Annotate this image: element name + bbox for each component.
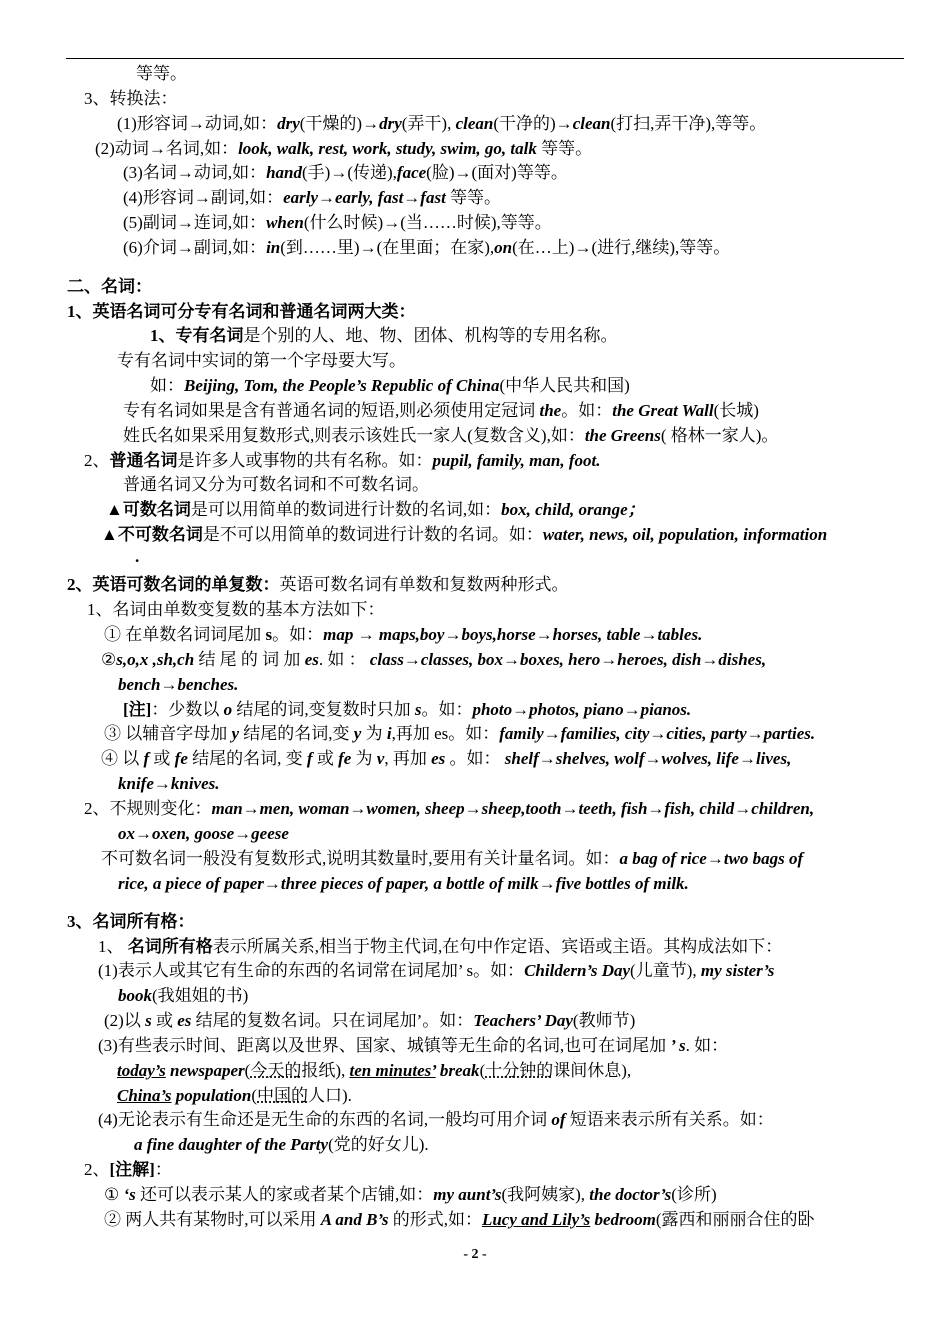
text-line: 2、英语可数名词的单复数：英语可数名词有单数和复数两种形式。 (67, 575, 569, 594)
text-line: (5)副词→连词,如：when(什么时候)→(当……时候),等等。 (123, 213, 552, 232)
text-line: (2)动词→名词,如：look, walk, rest, work, study, swim, go, talk 等等。 (95, 139, 593, 158)
text-line: (4)形容词→副词,如：early→early, fast→fast 等等。 (123, 188, 502, 207)
page-number: - 2 - (463, 1247, 487, 1262)
text-line: 1、 名词所有格表示所属关系,相当于物主代词,在句中作定语、宾语或主语。其构成法如下： (98, 937, 783, 956)
text-line: . (135, 547, 140, 566)
text-line: 姓氏名如果采用复数形式,则表示该姓氏一家人(复数含义),如：the Greens( 格林一家人)。 (123, 426, 779, 445)
text-line: ④ 以 f 或 fe 结尾的名词, 变 f 或 fe 为 v, 再加 es 。如： shelf→shelves, wolf→wolves, life→lives, (101, 749, 792, 768)
text-line: (6)介词→副词,如：in(到……里)→(在里面；在家),on(在…上)→(进行,继续),等等。 (123, 238, 731, 257)
text-line: ▲不可数名词是不可以用简单的数词进行计数的名词。如：water, news, oil, population, information (101, 525, 828, 544)
text-line: ▲可数名词是可以用简单的数词进行计数的名词,如：box, child, orange； (106, 500, 645, 519)
text-line: 1、名词由单数变复数的基本方法如下： (87, 600, 385, 619)
text-line: book(我姐姐的书) (118, 986, 249, 1005)
text-line: (3)名词→动词,如：hand(手)→(传递),face(脸)→(面对)等等。 (123, 163, 568, 182)
text-line: 等等。 (136, 64, 187, 83)
text-line: ② 两人共有某物时,可以采用 A and B’s 的形式,如：Lucy and Lily’s bedroom(露西和丽丽合住的卧 (104, 1210, 815, 1229)
text-line: 专有名词中实词的第一个字母要大写。 (117, 351, 406, 370)
text-line: a fine daughter of the Party(党的好女儿). (134, 1135, 429, 1154)
text-line: 普通名词又分为可数名词和不可数名词。 (123, 475, 429, 494)
text-line: 2、[注解]： (84, 1160, 172, 1179)
text-line: 如：Beijing, Tom, the People’s Republic of China(中华人民共和国) (150, 376, 630, 395)
text-line: (1)形容词→动词,如：dry(干燥的)→dry(弄干), clean(干净的)→clean(打扫,弄干净),等等。 (117, 114, 767, 133)
text-line: knife→knives. (118, 774, 220, 793)
text-line: rice, a piece of paper→three pieces of paper, a bottle of milk→five bottles of milk. (118, 874, 689, 893)
text-line: 2、不规则变化：man→men, woman→women, sheep→sheep,tooth→teeth, fish→fish, child→children, (84, 799, 815, 818)
text-line: (4)无论表示有生命还是无生命的东西的名词,一般均可用介词 of 短语来表示所有关系。如： (98, 1110, 774, 1129)
text-line: ③ 以辅音字母加 y 结尾的名词,变 y 为 i,再加 es。如：family→families, city→cities, party→parties. (104, 724, 816, 743)
text-line: China’s population(中国的人口). (117, 1086, 352, 1105)
section-heading: 3、名词所有格： (67, 912, 195, 931)
text-line: (1)表示人或其它有生命的东西的名词常在词尾加’ s。如：Childern’s Day(儿童节), my sister’s (98, 961, 775, 980)
text-line: (2)以 s 或 es 结尾的复数名词。只在词尾加’。如：Teachers’ Day(教师节) (104, 1011, 636, 1030)
text-line: 1、专有名词是个别的人、地、物、团体、机构等的专用名称。 (150, 326, 618, 345)
text-line: 3、转换法： (84, 89, 178, 108)
text-line: 2、普通名词是许多人或事物的共有名称。如：pupil, family, man, foot. (84, 451, 601, 470)
text-line: bench→benches. (118, 675, 239, 694)
text-line: ① ‘s 还可以表示某人的家或者某个店铺,如：my aunt’s(我阿姨家), the doctor’s(诊所) (104, 1185, 717, 1204)
text-line: [注]：少数以 o 结尾的词,变复数时只加 s。如：photo→photos, piano→pianos. (123, 700, 692, 719)
header-rule (66, 58, 904, 59)
section-heading: 1、英语名词可分专有名词和普通名词两大类： (67, 302, 416, 321)
text-line: (3)有些表示时间、距离以及世界、国家、城镇等无生命的名词,也可在词尾加 ’ s. 如： (98, 1036, 729, 1055)
section-heading: 二、名词： (67, 277, 152, 296)
text-line: ②s,o,x ,sh,ch 结 尾 的 词 加 es. 如 ： class→classes, box→boxes, hero→heroes, dish→dishes, (101, 650, 767, 669)
text-line: today’s newspaper(今天的报纸), ten minutes’ break(十分钟的课间休息), (117, 1061, 632, 1080)
text-line: ① 在单数名词词尾加 s。如：map → maps,boy→boys,horse→horses, table→tables. (104, 625, 703, 644)
text-line: ox→oxen, goose→geese (118, 824, 289, 843)
text-line: 专有名词如果是含有普通名词的短语,则必须使用定冠词 the。如：the Great Wall(长城) (123, 401, 759, 420)
text-line: 不可数名词一般没有复数形式,说明其数量时,要用有关计量名词。如：a bag of rice→two bags of (101, 849, 804, 868)
